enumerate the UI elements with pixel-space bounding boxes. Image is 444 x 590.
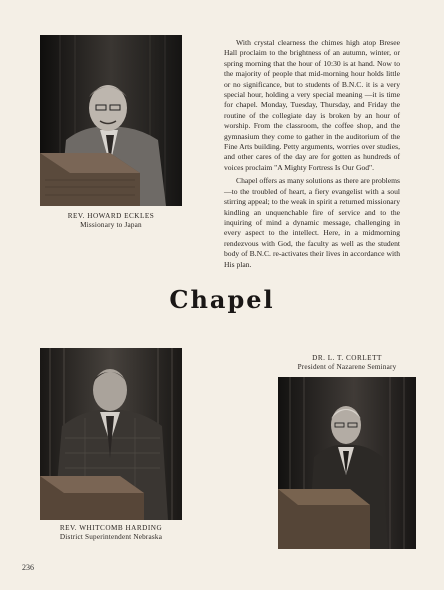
caption-role: Missionary to Japan	[80, 221, 142, 229]
caption-lt-corlett	[278, 354, 416, 372]
caption-name: REV. WHITCOMB HARDING	[59, 524, 163, 532]
photo-howard-eckles	[40, 35, 182, 206]
photo-lt-corlett	[278, 377, 416, 549]
article-paragraph-2: Chapel offers as many solutions as there are problems—to the troubled of heart, a fiery evangelist with a soul stirring appeal; to the weak in spirit a returned missionary kindling an unquenchable fire of service and to the inquiring of mind a dynamic message, challenging in every aspect to the intellect. Here, in a midmorning rendezvous with God, the faculty as well as the student body of B.N.C. re-activates their lives in accordance with His plan.	[224, 176, 400, 269]
caption-whitcomb-harding	[40, 524, 182, 542]
caption-howard-eckles	[40, 212, 182, 230]
page-number: 236	[22, 563, 34, 572]
photo-whitcomb-harding	[40, 348, 182, 520]
caption-role: President of Nazarene Seminary	[297, 363, 397, 371]
caption-name: DR. L. T. CORLETT	[312, 354, 382, 362]
caption-role: District Superintendent Nebraska	[59, 533, 163, 541]
article-paragraph-1: With crystal clearness the chimes high atop Bresee Hall proclaim to the brightness of an autumn, winter, or spring morning that the hour of 10:30 is at hand. Now to the majority of people that mid-morning hour holds little or no significance, but to students of B.N.C. it is a very special hour, holding a very special meaning —it is time for chapel. Monday, Tuesday, Thursday, and Friday the routine of the collegiate day is broken by an hour of worship. From the classroom, the coffee shop, and the gymnasium they come to gather in the auditorium of the Fine Arts building. Petty arguments, worries over studies, and other cares of the day are for gotten as hundreds of voices proclaim "A Mighty Fortress Is Our God".	[224, 38, 400, 172]
caption-name: REV. HOWARD ECKLES	[67, 212, 155, 220]
article-text	[224, 38, 400, 270]
page-title: Chapel	[169, 285, 275, 314]
